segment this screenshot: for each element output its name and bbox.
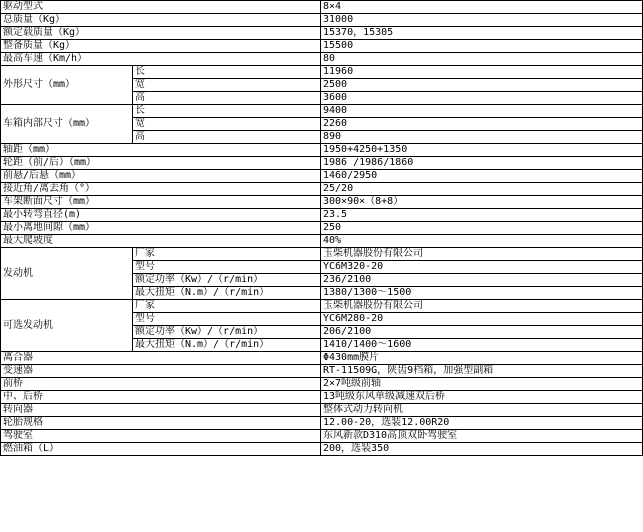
row-value: 25/20 [321, 183, 643, 196]
row-value: 236/2100 [321, 274, 643, 287]
sub-label: 额定功率（Kw）/（r/min） [133, 274, 321, 287]
table-row [1, 40, 643, 53]
row-value: 12.00-20，选装12.00R20 [321, 417, 643, 430]
row-value: 2500 [321, 79, 643, 92]
row-value: 200，选装350 [321, 443, 643, 456]
row-value: 13吨级东风单级减速双后桥 [321, 391, 643, 404]
row-label: 最小离地间隙（mm） [1, 222, 321, 235]
table-row [1, 14, 643, 27]
table-row [1, 144, 643, 157]
table-row [1, 443, 643, 456]
table-row [1, 235, 643, 248]
row-value: 玉柴机器股份有限公司 [321, 300, 643, 313]
row-value: 300×90×（8+8） [321, 196, 643, 209]
row-value: 40% [321, 235, 643, 248]
table-row [1, 170, 643, 183]
row-value: 2260 [321, 118, 643, 131]
table-row [1, 53, 643, 66]
row-label: 接近角/离去角（°） [1, 183, 321, 196]
row-value: 东风新款D310高顶双卧驾驶室 [321, 430, 643, 443]
row-label: 车架断面尺寸（mm） [1, 196, 321, 209]
table-row [1, 378, 643, 391]
table-row [1, 183, 643, 196]
row-label: 离合器 [1, 352, 321, 365]
sub-label: 宽 [133, 118, 321, 131]
sub-label: 长 [133, 105, 321, 118]
row-label: 额定载质量（Kg） [1, 27, 321, 40]
table-row [1, 430, 643, 443]
row-value: 1380/1300～1500 [321, 287, 643, 300]
row-label: 驱动型式 [1, 1, 321, 14]
row-value: YC6M320-20 [321, 261, 643, 274]
sub-label: 高 [133, 92, 321, 105]
sub-label: 型号 [133, 313, 321, 326]
row-value: 8×4 [321, 1, 643, 14]
row-label: 最高车速（Km/h） [1, 53, 321, 66]
row-value: RT-11509G，陕齿9档箱，加强型副箱 [321, 365, 643, 378]
table-row [1, 417, 643, 430]
table-row [1, 391, 643, 404]
row-label: 前悬/后悬（mm） [1, 170, 321, 183]
table-row [1, 105, 643, 118]
row-value: 11960 [321, 66, 643, 79]
row-label: 变速器 [1, 365, 321, 378]
table-row [1, 222, 643, 235]
row-value: YC6M280-20 [321, 313, 643, 326]
sub-label: 最大扭矩（N.m）/（r/min） [133, 287, 321, 300]
sub-label: 厂家 [133, 300, 321, 313]
row-label: 整备质量（Kg） [1, 40, 321, 53]
row-label: 总质量（Kg） [1, 14, 321, 27]
row-label: 中、后桥 [1, 391, 321, 404]
table-row [1, 66, 643, 79]
table-row [1, 404, 643, 417]
row-value: 1460/2950 [321, 170, 643, 183]
sub-label: 厂家 [133, 248, 321, 261]
table-row [1, 196, 643, 209]
row-value: 15370，15305 [321, 27, 643, 40]
row-value: 31000 [321, 14, 643, 27]
table-row [1, 157, 643, 170]
row-label: 可选发动机 [1, 300, 133, 352]
row-label: 驾驶室 [1, 430, 321, 443]
row-label: 车箱内部尺寸（mm） [1, 105, 133, 144]
row-value: 890 [321, 131, 643, 144]
row-label: 发动机 [1, 248, 133, 300]
table-row [1, 1, 643, 14]
sub-label: 宽 [133, 79, 321, 92]
row-value: 1986 /1986/1860 [321, 157, 643, 170]
table-row [1, 27, 643, 40]
sub-label: 长 [133, 66, 321, 79]
row-label: 轮胎规格 [1, 417, 321, 430]
row-label: 转向器 [1, 404, 321, 417]
row-label: 最小转弯直径(m) [1, 209, 321, 222]
row-label: 轴距（mm） [1, 144, 321, 157]
table-row [1, 209, 643, 222]
row-label: 燃油箱（L） [1, 443, 321, 456]
sub-label: 高 [133, 131, 321, 144]
row-value: 玉柴机器股份有限公司 [321, 248, 643, 261]
row-value: Φ430mm膜片 [321, 352, 643, 365]
row-value: 9400 [321, 105, 643, 118]
row-value: 1950+4250+1350 [321, 144, 643, 157]
row-value: 2×7吨级前轴 [321, 378, 643, 391]
row-value: 80 [321, 53, 643, 66]
row-value: 250 [321, 222, 643, 235]
table-row [1, 365, 643, 378]
sub-label: 额定功率（Kw）/（r/min） [133, 326, 321, 339]
table-row [1, 352, 643, 365]
row-value: 23.5 [321, 209, 643, 222]
row-value: 3600 [321, 92, 643, 105]
sub-label: 型号 [133, 261, 321, 274]
row-label: 轮距（前/后）（mm） [1, 157, 321, 170]
row-label: 最大爬坡度 [1, 235, 321, 248]
table-row [1, 248, 643, 261]
table-row [1, 300, 643, 313]
row-label: 外形尺寸（mm） [1, 66, 133, 105]
row-value: 15500 [321, 40, 643, 53]
sub-label: 最大扭矩（N.m）/（r/min） [133, 339, 321, 352]
row-label: 前桥 [1, 378, 321, 391]
row-value: 206/2100 [321, 326, 643, 339]
spec-table-body [1, 1, 643, 456]
row-value: 整体式动力转向机 [321, 404, 643, 417]
row-value: 1410/1400～1600 [321, 339, 643, 352]
